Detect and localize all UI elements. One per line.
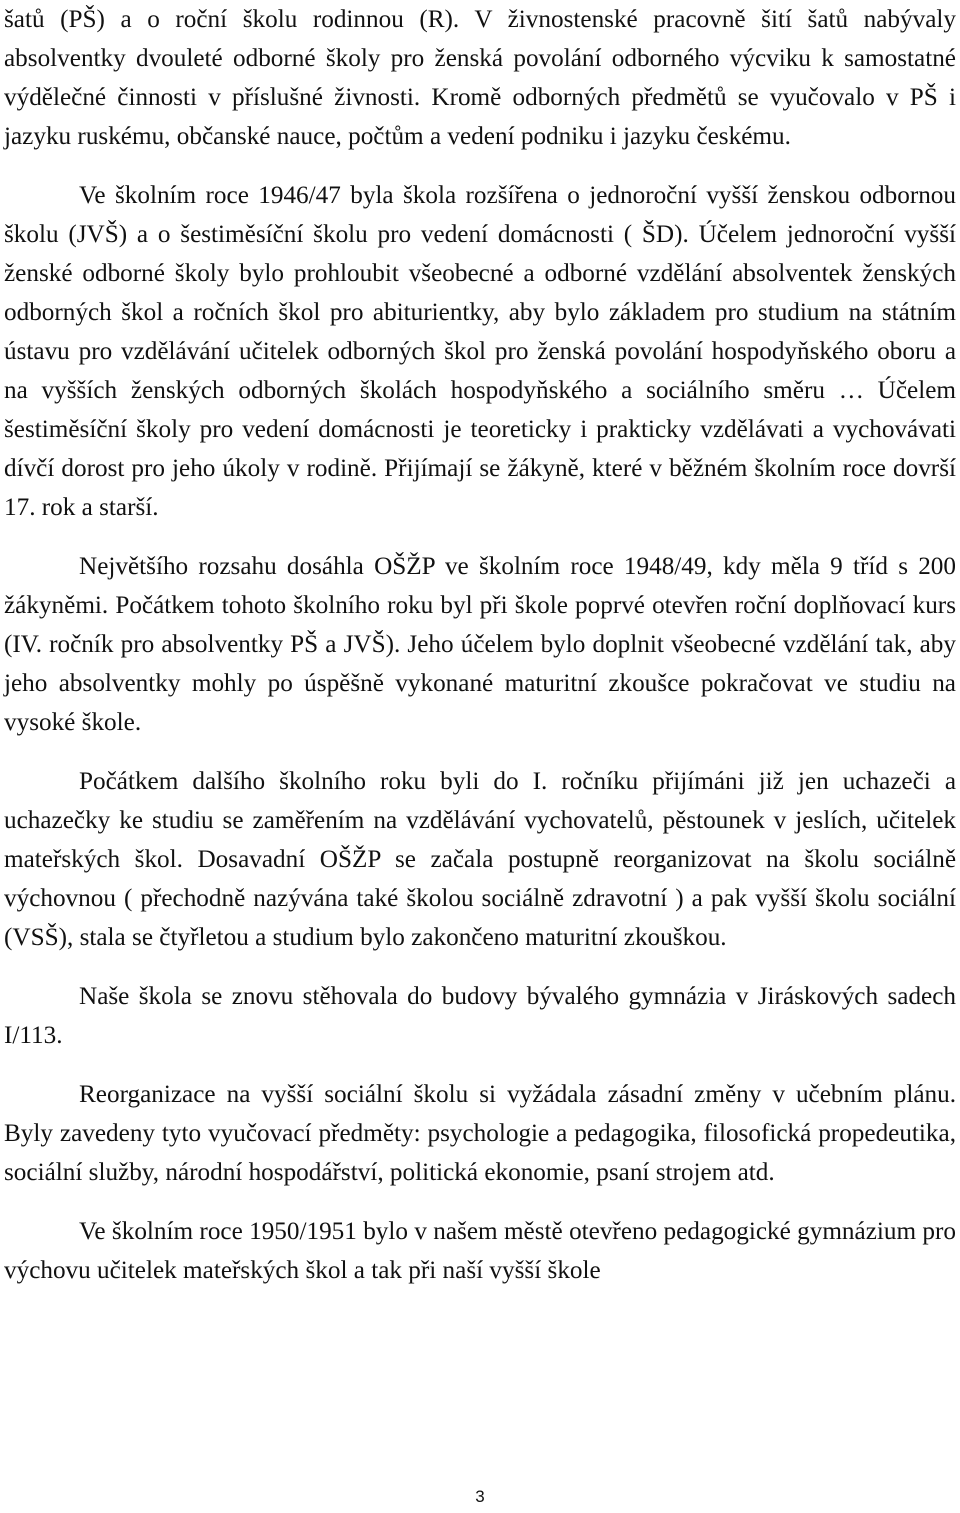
paragraph-1: šatů (PŠ) a o roční školu rodinnou (R). V živnostenské pracovně šití šatů nabývaly absolventky dvouleté odborné školy pro ženská povolání odborného výcviku k samostatné výdělečné činnosti v příslušné živnosti. Kromě odborných předmětů se vyučovalo v PŠ i jazyku ruskému, občanské nauce, počtům a vedení podniku i jazyku českému. [4, 6, 956, 150]
paragraph-gap [4, 742, 956, 762]
paragraph-3: Největšího rozsahu dosáhla OŠŽP ve školním roce 1948/49, kdy měla 9 tříd s 200 žákyněmi. Počátkem tohoto školního roku byl při škole poprvé otevřen roční doplňovací kurs (IV. ročník pro absolventky PŠ a JVŠ). Jeho účelem bylo doplnit všeobecné vzdělání tak, aby jeho absolventky mohly po úspěšně vykonané maturitní zkoušce pokračovat ve studiu na vysoké škole. [4, 553, 956, 736]
paragraph-4: Počátkem dalšího školního roku byli do I. ročníku přijímáni již jen uchazeči a uchazečky ke studiu se zaměřením na vzdělávání vychovatelů, pěstounek v jeslích, učitelek mateřských škol. Dosavadní OŠŽP se začala postupně reorganizovat na školu sociálně výchovnou ( přechodně nazývána také školou sociálně zdravotní ) a pak vyšší školu sociální (VSŠ), stala se čtyřletou a studium bylo zakončeno maturitní zkouškou. [4, 768, 956, 951]
paragraph-gap [4, 1055, 956, 1075]
document-page [4, 0, 956, 1290]
paragraph-gap [4, 957, 956, 977]
page-number: 3 [475, 1487, 485, 1506]
paragraph-2: Ve školním roce 1946/47 byla škola rozšířena o jednoroční vyšší ženskou odbornou školu (JVŠ) a o šestiměsíční školu pro vedení domácnosti ( ŠD). Účelem jednoroční vyšší ženské odborné školy bylo prohloubit všeobecné a odborné vzdělání absolventek ženských odborných škol a ročních škol pro abiturientky, aby bylo základem pro studium na státním ústavu pro vzdělávání učitelek odborných škol pro ženská povolání hospodyňského oboru a na vyšších ženských odborných školách hospodyňského a sociálního směru … Účelem šestiměsíční školy pro vedení domácnosti je teoreticky i prakticky vzdělávati a vychovávati dívčí dorost pro jeho úkoly v rodině. Přijímají se žákyně, které v běžném školním roce dovrší 17. rok a starší. [4, 182, 956, 521]
paragraph-gap [4, 1192, 956, 1212]
paragraph-7: Ve školním roce 1950/1951 bylo v našem městě otevřeno pedagogické gymnázium pro výchovu učitelek mateřských škol a tak při naší vyšší škole [4, 1218, 956, 1284]
paragraph-6: Reorganizace na vyšší sociální školu si vyžádala zásadní změny v učebním plánu. Byly zavedeny tyto vyučovací předměty: psychologie a pedagogika, filosofická propedeutika, sociální služby, národní hospodářství, politická ekonomie, psaní strojem atd. [4, 1081, 956, 1186]
paragraph-gap [4, 156, 956, 176]
paragraph-5: Naše škola se znovu stěhovala do budovy bývalého gymnázia v Jiráskových sadech I/113. [4, 983, 956, 1049]
paragraph-gap [4, 527, 956, 547]
